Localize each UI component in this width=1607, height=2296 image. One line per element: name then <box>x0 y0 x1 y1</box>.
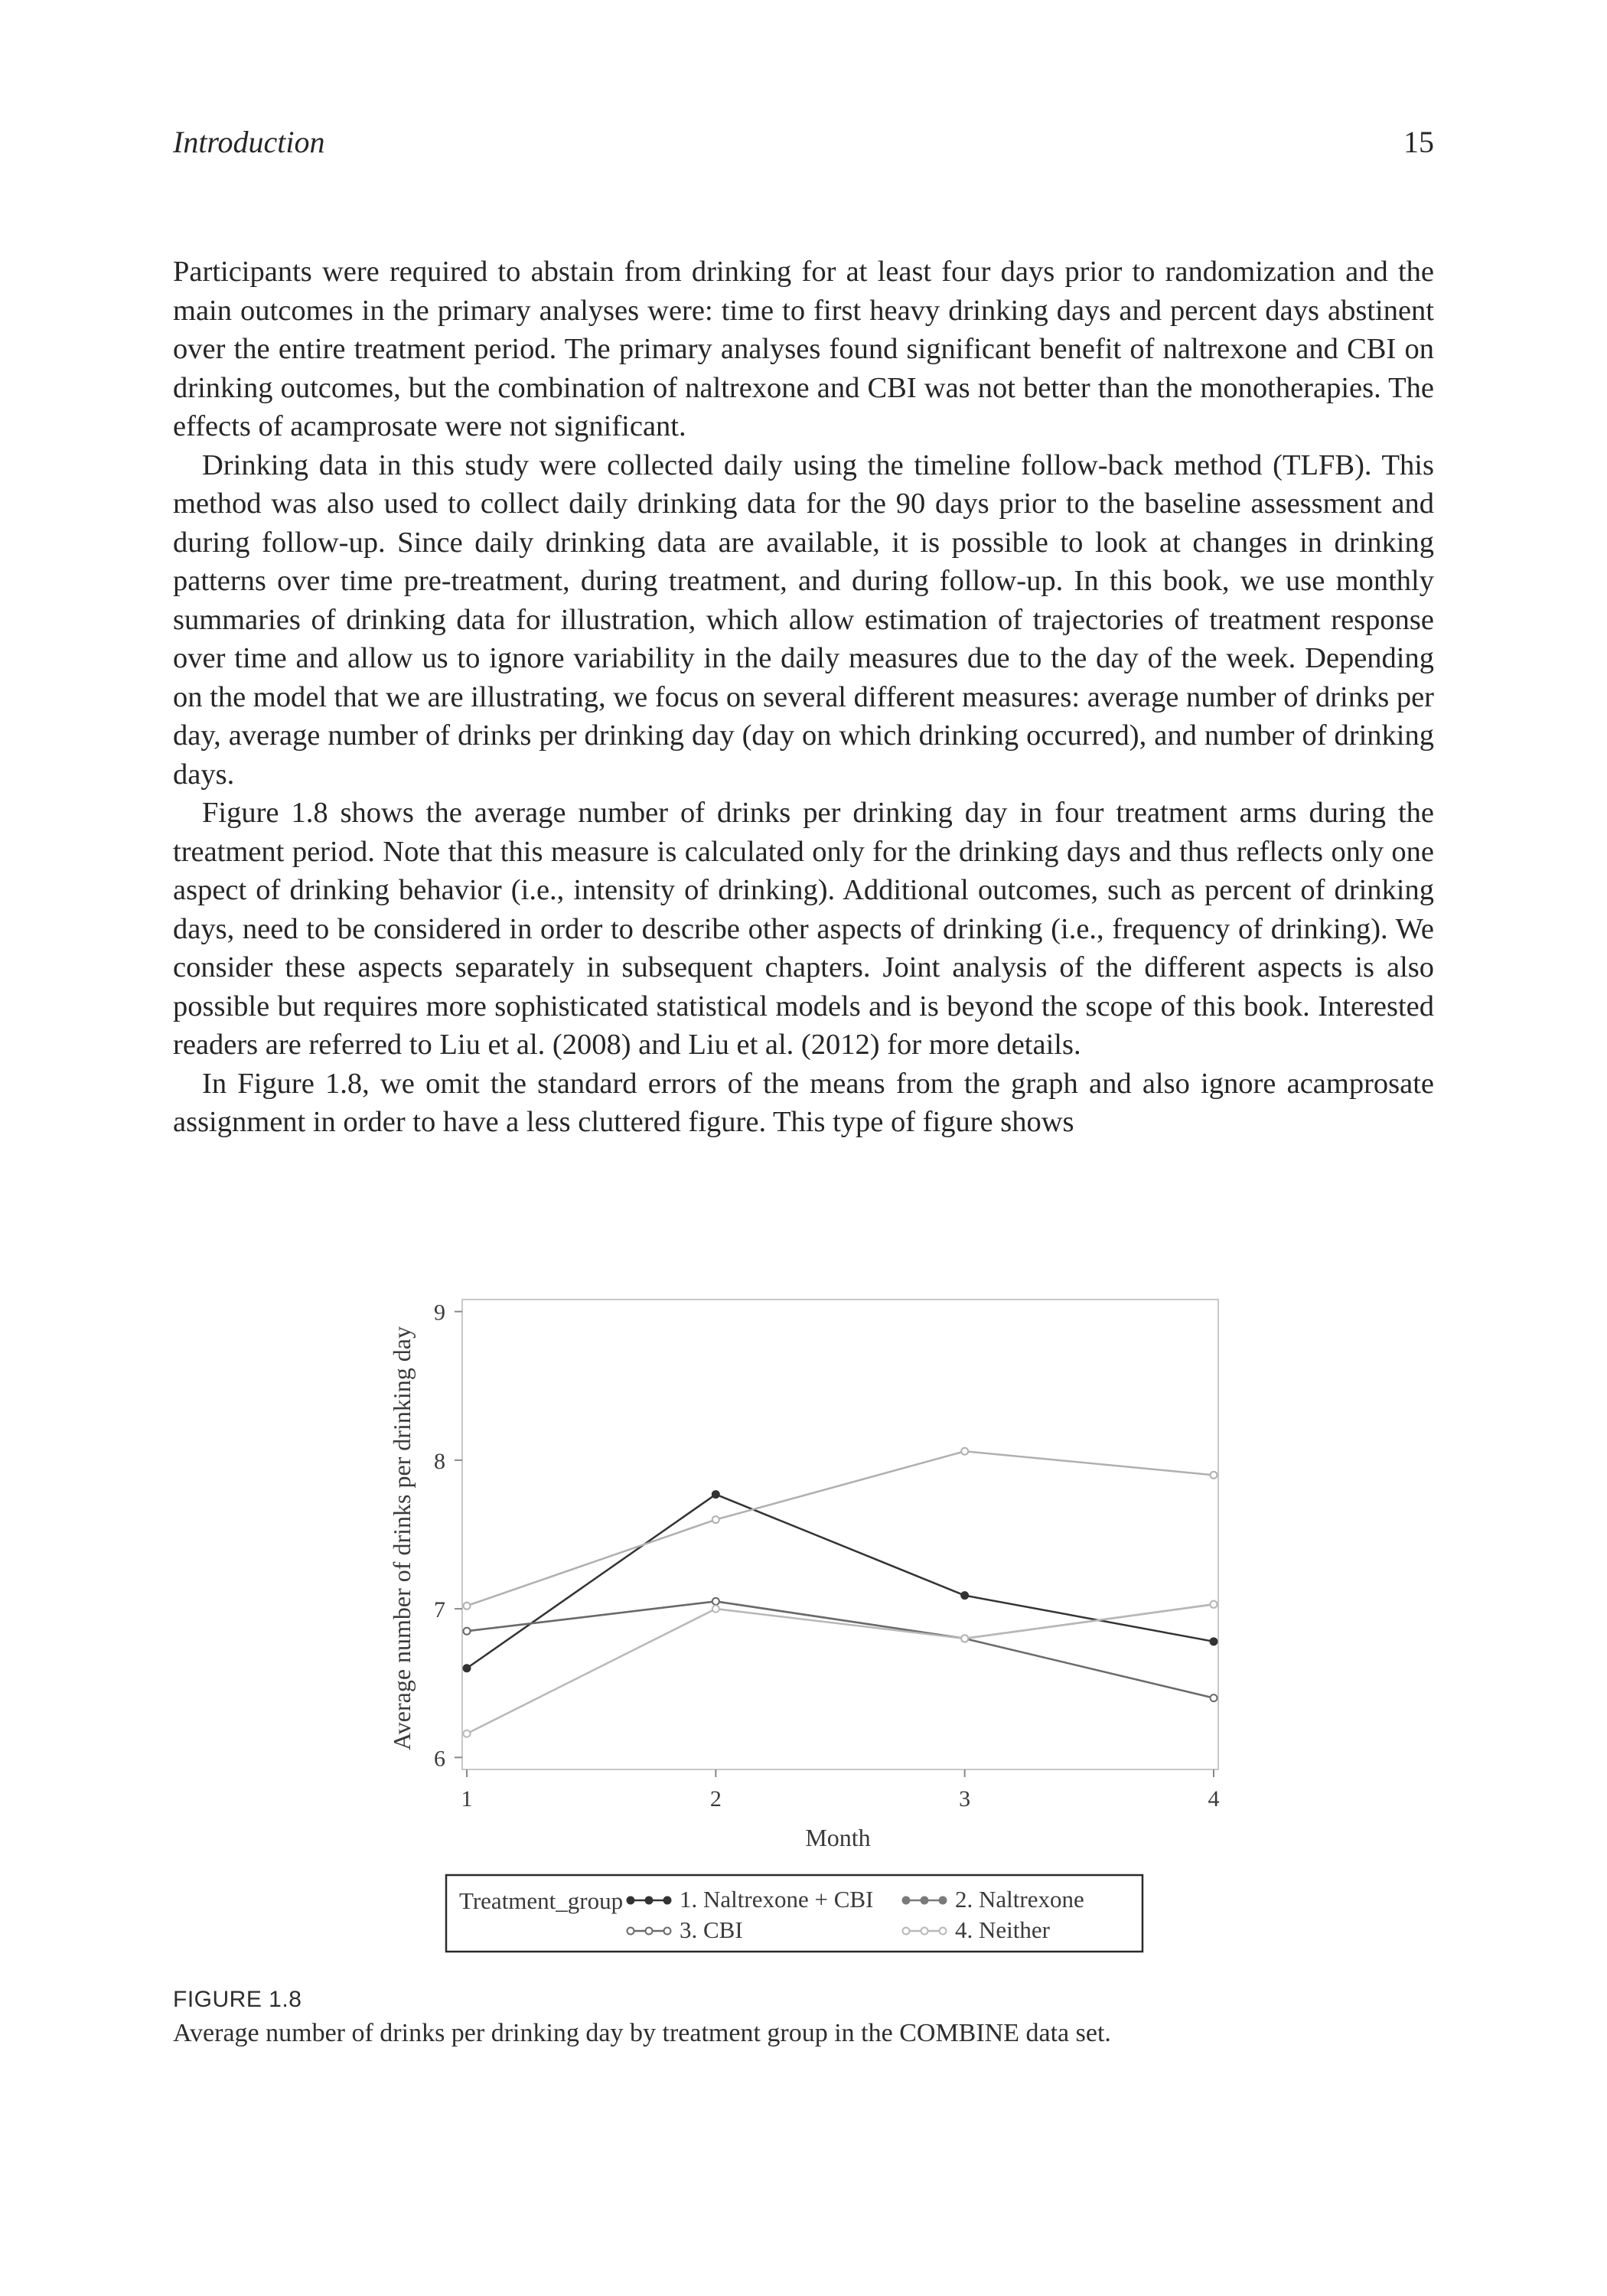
legend-swatch-marker <box>940 1928 947 1935</box>
legend-swatch-marker <box>646 1928 653 1935</box>
data-point <box>712 1598 719 1605</box>
data-point <box>1211 1472 1217 1479</box>
paragraph: Figure 1.8 shows the average number of drinks per drinking day in four treatment arms during the treatment period. Note that this measure is calculated only for the drinking days and thus reflects only one aspect of drinking behavior (i.e., intensity of drinking). Additional outcomes, such as percent of drinking days, need to be considered in order to describe other aspects of drinking (i.e., frequency of drinking). We consider these aspects separately in subsequent chapters. Joint analysis of the different aspects is also possible but requires more sophisticated statistical models and is beyond the scope of this book. Interested readers are referred to Liu et al. (2008) and Liu et al. (2012) for more details. <box>173 797 1434 1061</box>
line-chart <box>375 1293 1232 1967</box>
data-point <box>961 1592 968 1599</box>
data-point <box>961 1635 968 1642</box>
figure-caption <box>173 1987 1434 2048</box>
legend-title: Treatment_group <box>459 1887 624 1914</box>
body-text <box>173 253 1434 1142</box>
paragraph: Drinking data in this study were collected daily using the timeline follow-back method (TLFB). This method was also used to collect daily drinking data for the 90 days prior to the baseline assessment and during follow-up. Since daily drinking data are available, it is possible to look at changes in drinking patterns over time pre-treatment, during treatment, and during follow-up. In this book, we use monthly summaries of drinking data for illustration, which allow estimation of trajectories of treatment response over time and allow us to ignore variability in the daily measures due to the day of the week. Depending on the model that we are illustrating, we focus on several different measures: average number of drinks per day, average number of drinks per drinking day (day on which drinking occurred), and number of drinking days. <box>173 448 1434 791</box>
data-point <box>712 1491 719 1498</box>
running-head <box>173 124 1434 167</box>
chapter-title: Introduction <box>173 125 325 159</box>
legend-entry-label: 4. Neither <box>955 1916 1050 1943</box>
y-tick-label: 9 <box>434 1300 445 1326</box>
data-point <box>464 1603 471 1609</box>
figure-1-8 <box>375 1293 1232 1967</box>
legend-swatch-marker <box>940 1897 947 1904</box>
page-number: 15 <box>1403 125 1434 159</box>
legend-swatch-marker <box>664 1897 671 1904</box>
legend-swatch-marker <box>664 1928 671 1935</box>
paragraph: In Figure 1.8, we omit the standard errors of the means from the graph and also ignore acamprosate assignment in order to have a less cluttered figure. This type of figure shows <box>173 1067 1434 1138</box>
legend-entry-label: 1. Naltrexone + CBI <box>680 1886 874 1913</box>
legend-swatch-marker <box>646 1897 653 1904</box>
data-point <box>712 1606 719 1613</box>
data-point <box>1211 1601 1217 1608</box>
figure-label: FIGURE 1.8 <box>173 1987 302 2012</box>
legend-swatch-marker <box>921 1897 928 1904</box>
legend-entry-label: 3. CBI <box>680 1916 743 1943</box>
data-point <box>1211 1638 1217 1645</box>
caption-text: Average number of drinks per drinking day by treatment group in the COMBINE data set. <box>173 2019 1111 2047</box>
data-point <box>961 1448 968 1455</box>
data-point <box>464 1730 471 1737</box>
y-tick-label: 8 <box>434 1448 445 1474</box>
y-tick-label: 6 <box>434 1746 445 1772</box>
legend-swatch-marker <box>903 1928 910 1935</box>
x-axis-label: Month <box>805 1824 871 1851</box>
data-point <box>464 1628 471 1635</box>
paragraph: Participants were required to abstain from drinking for at least four days prior to randomization and the main outcomes in the primary analyses were: time to first heavy drinking days and percent days abstinent over the entire treatment period. The primary analyses found significant benefit of naltrexone and CBI on drinking outcomes, but the combination of naltrexone and CBI was not better than the monotherapies. The effects of acamprosate were not significant. <box>173 256 1434 442</box>
data-point <box>712 1516 719 1523</box>
legend-entry-label: 2. Naltrexone <box>955 1886 1084 1913</box>
data-point <box>1211 1694 1217 1701</box>
plot-area <box>462 1300 1218 1769</box>
x-tick-label: 3 <box>959 1786 971 1812</box>
y-axis-label: Average number of drinks per drinking day <box>388 1326 416 1750</box>
x-tick-label: 2 <box>709 1786 722 1812</box>
y-tick-label: 7 <box>434 1597 445 1623</box>
legend-swatch-marker <box>627 1897 634 1904</box>
legend-swatch-marker <box>627 1928 634 1935</box>
legend-swatch-marker <box>921 1928 928 1935</box>
x-tick-label: 1 <box>461 1786 473 1812</box>
legend-swatch-marker <box>903 1897 910 1904</box>
data-point <box>464 1665 471 1671</box>
x-tick-label: 4 <box>1208 1786 1220 1812</box>
